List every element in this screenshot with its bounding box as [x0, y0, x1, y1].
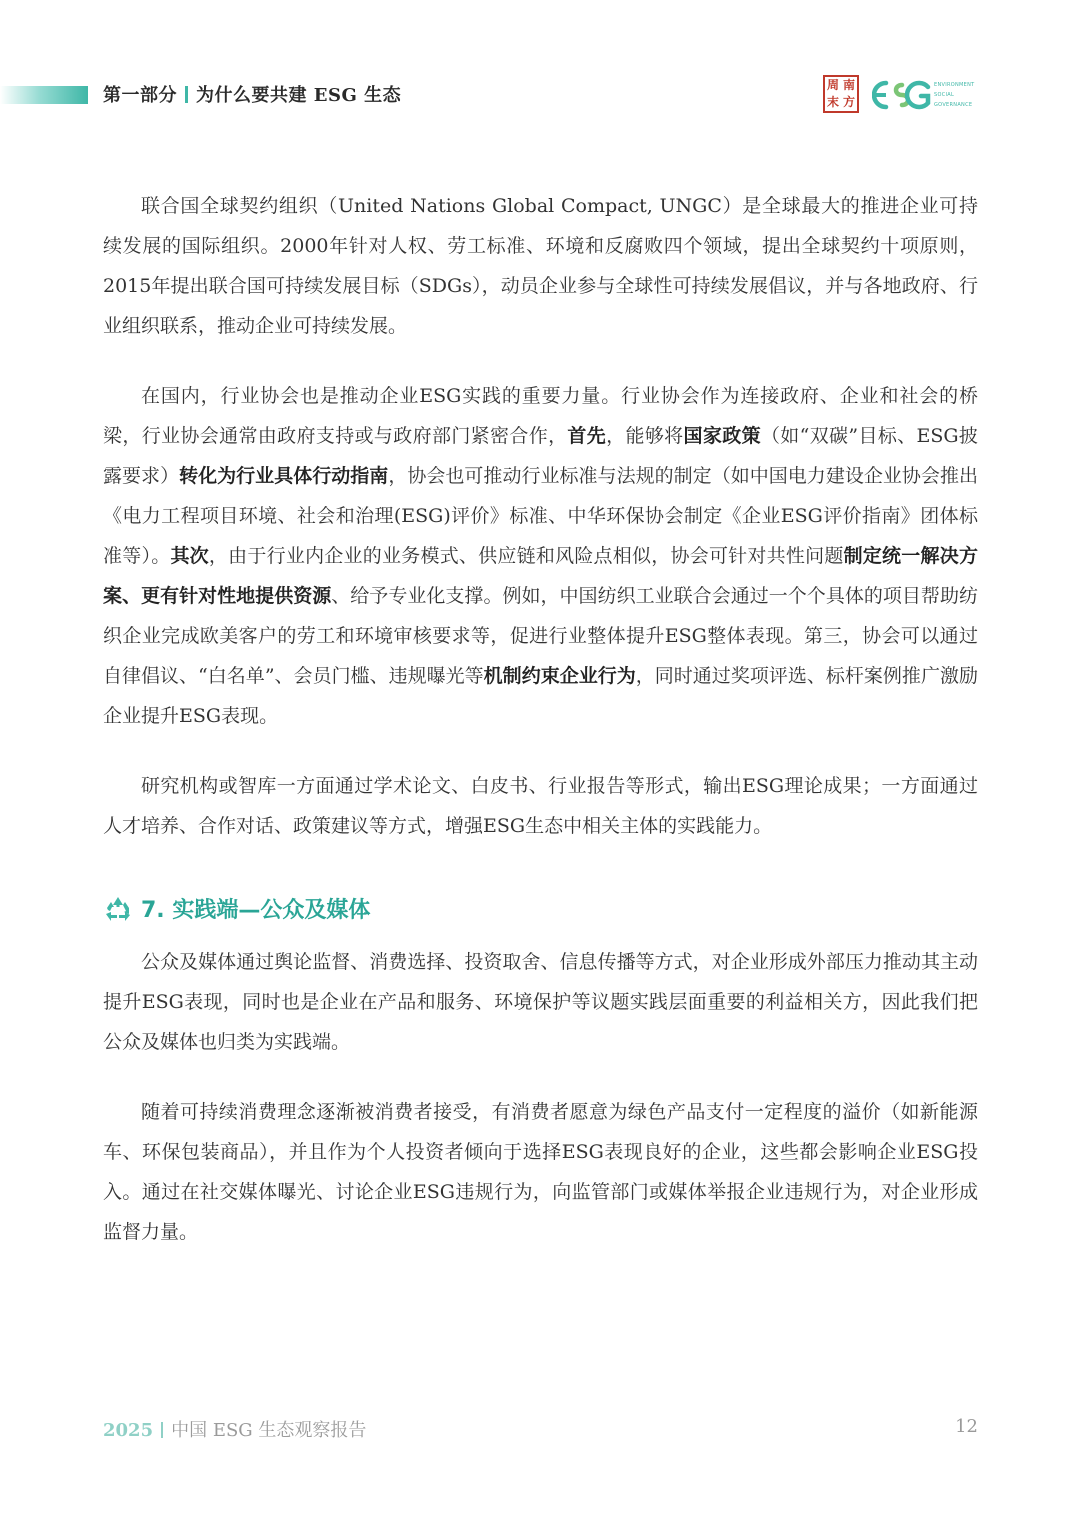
emphasis-text: 其次 — [170, 545, 209, 567]
page-footer — [103, 1416, 978, 1444]
footer-divider — [161, 1422, 163, 1438]
footer-report-title: 中国 ESG 生态观察报告 — [171, 1420, 367, 1441]
esg-logo-icon — [872, 78, 934, 112]
header-part: 第一部分 — [103, 85, 177, 106]
recycle-icon — [103, 894, 133, 924]
page-header — [0, 72, 1080, 120]
header-title — [103, 81, 401, 107]
emphasis-text: 国家政策 — [683, 425, 761, 447]
body-paragraph — [103, 376, 978, 736]
header-chapter-title: 为什么要共建 ESG 生态 — [196, 85, 402, 106]
seal-char: 南 — [842, 78, 855, 92]
seal-char: 方 — [842, 95, 855, 109]
text-run: ，能够将 — [606, 425, 684, 447]
section-heading — [103, 890, 978, 930]
seal-char: 末 — [826, 95, 839, 109]
text-run: 研究机构或智库一方面通过学术论文、白皮书、行业报告等形式，输出ESG理论成果；一方面通过人才培养、合作对话、政策建议等方式，增强ESG生态中相关主体的实践能力。 — [103, 775, 978, 837]
text-run: 在国内，行业协会也是推动企业ESG实践的重要力量。行业协会作为连接政府、企业和社会的桥梁，行业协会通常由政府支持或与政府部门紧密合作， — [103, 385, 978, 447]
seal-char: 周 — [826, 78, 839, 92]
body-paragraph — [103, 942, 978, 1062]
section-title: 7. 实践端—公众及媒体 — [141, 898, 371, 923]
seal-logo — [823, 75, 859, 113]
text-run: ，同时通过奖项评选、标杆案例推广激励企业提升ESG表现。 — [103, 665, 978, 727]
text-run: 随着可持续消费理念逐渐被消费者接受，有消费者愿意为绿色产品支付一定程度的溢价（如新能源车、环保包装商品），并且作为个人投资者倾向于选择ESG表现良好的企业，这些都会影响企业ESG投入。通过在社交媒体曝光、讨论企业ESG违规行为，向监管部门或媒体举报企业违规行为，对企业形成监督力量。 — [103, 1101, 978, 1243]
text-run: ，协会也可推动行业标准与法规的制定（如中国电力建设企业协会推出《电力工程项目环境、社会和治理(ESG)评价》标准、中华环保协会制定《企业ESG评价指南》团体标准等）。 — [103, 465, 978, 567]
header-divider — [185, 86, 188, 103]
text-run: 联合国全球契约组织（United Nations Global Compact, UNGC）是全球最大的推进企业可持续发展的国际组织。2000年针对人权、劳工标准、环境和反腐败四个领域，提出全球契约十项原则，2015年提出联合国可持续发展目标（SDGs），动员企业参与全球性可持续发展倡议，并与各地政府、行业组织联系，推动企业可持续发展。 — [103, 195, 978, 337]
text-run: （如“双碳”目标、ESG披露要求） — [103, 425, 978, 487]
body-paragraph — [103, 766, 978, 846]
text-run: 公众及媒体通过舆论监督、消费选择、投资取舍、信息传播等方式，对企业形成外部压力推动其主动提升ESG表现，同时也是企业在产品和服务、环境保护等议题实践层面重要的利益相关方，因此我们把公众及媒体也归类为实践端。 — [103, 951, 978, 1053]
text-run: ，由于行业内企业的业务模式、供应链和风险点相似，协会可针对共性问题 — [208, 545, 844, 567]
text-run: 、给予专业化支撑。例如，中国纺织工业联合会通过一个个具体的项目帮助纺织企业完成欧美客户的劳工和环境审核要求等，促进行业整体提升ESG整体表现。第三，协会可以通过自律倡议、“白名单”、会员门槛、违规曝光等 — [103, 585, 978, 687]
footer-year: 2025 — [103, 1420, 154, 1441]
emphasis-text: 首先 — [567, 425, 607, 447]
main-content — [103, 186, 978, 1252]
header-accent-bar — [0, 86, 88, 104]
emphasis-text: 机制约束企业行为 — [483, 665, 636, 687]
body-paragraph — [103, 1092, 978, 1252]
esg-logo-text: ENVIRONMENT SOCIAL GOVERNANCE — [934, 82, 975, 108]
body-paragraph — [103, 186, 978, 346]
page-number: 12 — [955, 1416, 978, 1437]
esg-logo — [872, 76, 982, 116]
emphasis-text: 转化为行业具体行动指南 — [179, 465, 389, 487]
emphasis-text: 制定统一解决方案、更有针对性地提供资源 — [103, 545, 978, 607]
